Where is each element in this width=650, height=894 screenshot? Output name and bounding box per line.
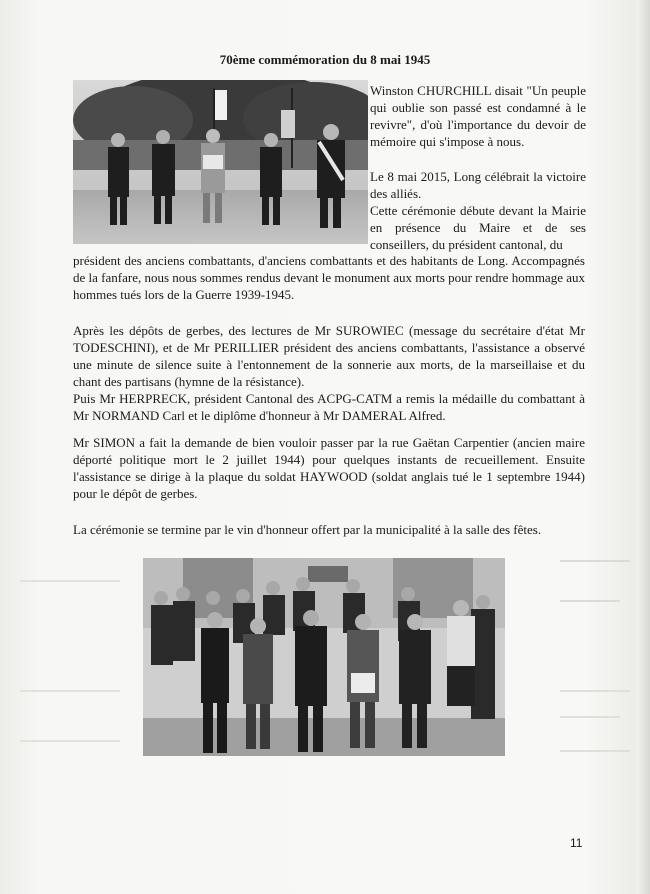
ceremony-photo-group <box>143 558 505 756</box>
page-title: 70ème commémoration du 8 mai 1945 <box>219 52 431 67</box>
bleed-line <box>560 600 620 602</box>
bleed-line <box>20 690 120 692</box>
bleed-line <box>20 580 120 582</box>
bleed-line <box>560 716 620 718</box>
paragraph-3 <box>73 322 585 424</box>
bleed-line <box>560 690 630 692</box>
paragraph-6 <box>73 521 585 538</box>
bleed-line <box>560 750 630 752</box>
ceremony-photo-monument <box>73 80 368 244</box>
intro-paragraph <box>370 82 586 150</box>
page-edge-shadow <box>636 0 650 894</box>
paragraph-5-text: Mr SIMON a fait la demande de bien vouloir passer par la rue Gaëtan Carpentier (ancien maire déporté politique mort le 2 juillet 1944) pour quelques instants de recueillement. Ensuite l'assistance se dirige à la plaque du soldat HAYWOOD (soldat anglais tué le 1 septembre 1944) pour le dépôt de gerbes. <box>73 435 585 501</box>
paragraph-5 <box>73 434 585 502</box>
paragraph-2-wrap <box>370 168 586 253</box>
bleed-line <box>560 560 630 562</box>
paragraph-2-full-text: président des anciens combattants, d'anciens combattants et des habitants de Long. Accompagnés de la fanfare, nous nous sommes rendus devant le monument aux morts pour rendre hommage aux hommes tués lors de la Guerre 1939-1945. <box>73 253 585 302</box>
bleed-mark <box>48 36 56 44</box>
paragraph-2-start: Le 8 mai 2015, Long célébrait la victoire des alliés. <box>370 169 586 201</box>
paragraph-2-full <box>73 252 585 303</box>
paragraph-3-text: Après les dépôts de gerbes, des lectures de Mr SUROWIEC (message du secrétaire d'état Mr TODESCHINI), et de Mr PERILLIER président des anciens combattants, l'assistance a observé une minute de silence suite à l'entonnement de la sonnerie aux morts, de la marseillaise et du chant des partisans (hymne de la résistance). <box>73 323 585 389</box>
ceremony-photo-group-image <box>143 558 505 756</box>
paragraph-6-text: La cérémonie se termine par le vin d'honneur offert par la municipalité à la salle des fêtes. <box>73 522 542 537</box>
ceremony-photo-monument-image <box>73 80 368 244</box>
paragraph-4-text: Puis Mr HERPRECK, président Cantonal des ACPG-CATM a remis la médaille du combattant à Mr NORMAND Carl et le diplôme d'honneur à Mr DAMERAL Alfred. <box>73 391 585 423</box>
intro-text: Winston CHURCHILL disait "Un peuple qui oublie son passé est condamné à le revivre", d'où l'importance du devoir de mémoire qui s'impose à nous. <box>370 83 586 149</box>
bleed-line <box>20 740 120 742</box>
paragraph-2-wrap-text: Cette cérémonie débute devant la Mairie en présence du Maire et de ses conseillers, du président cantonal, du <box>370 203 586 252</box>
page-number: 11 <box>570 836 583 850</box>
